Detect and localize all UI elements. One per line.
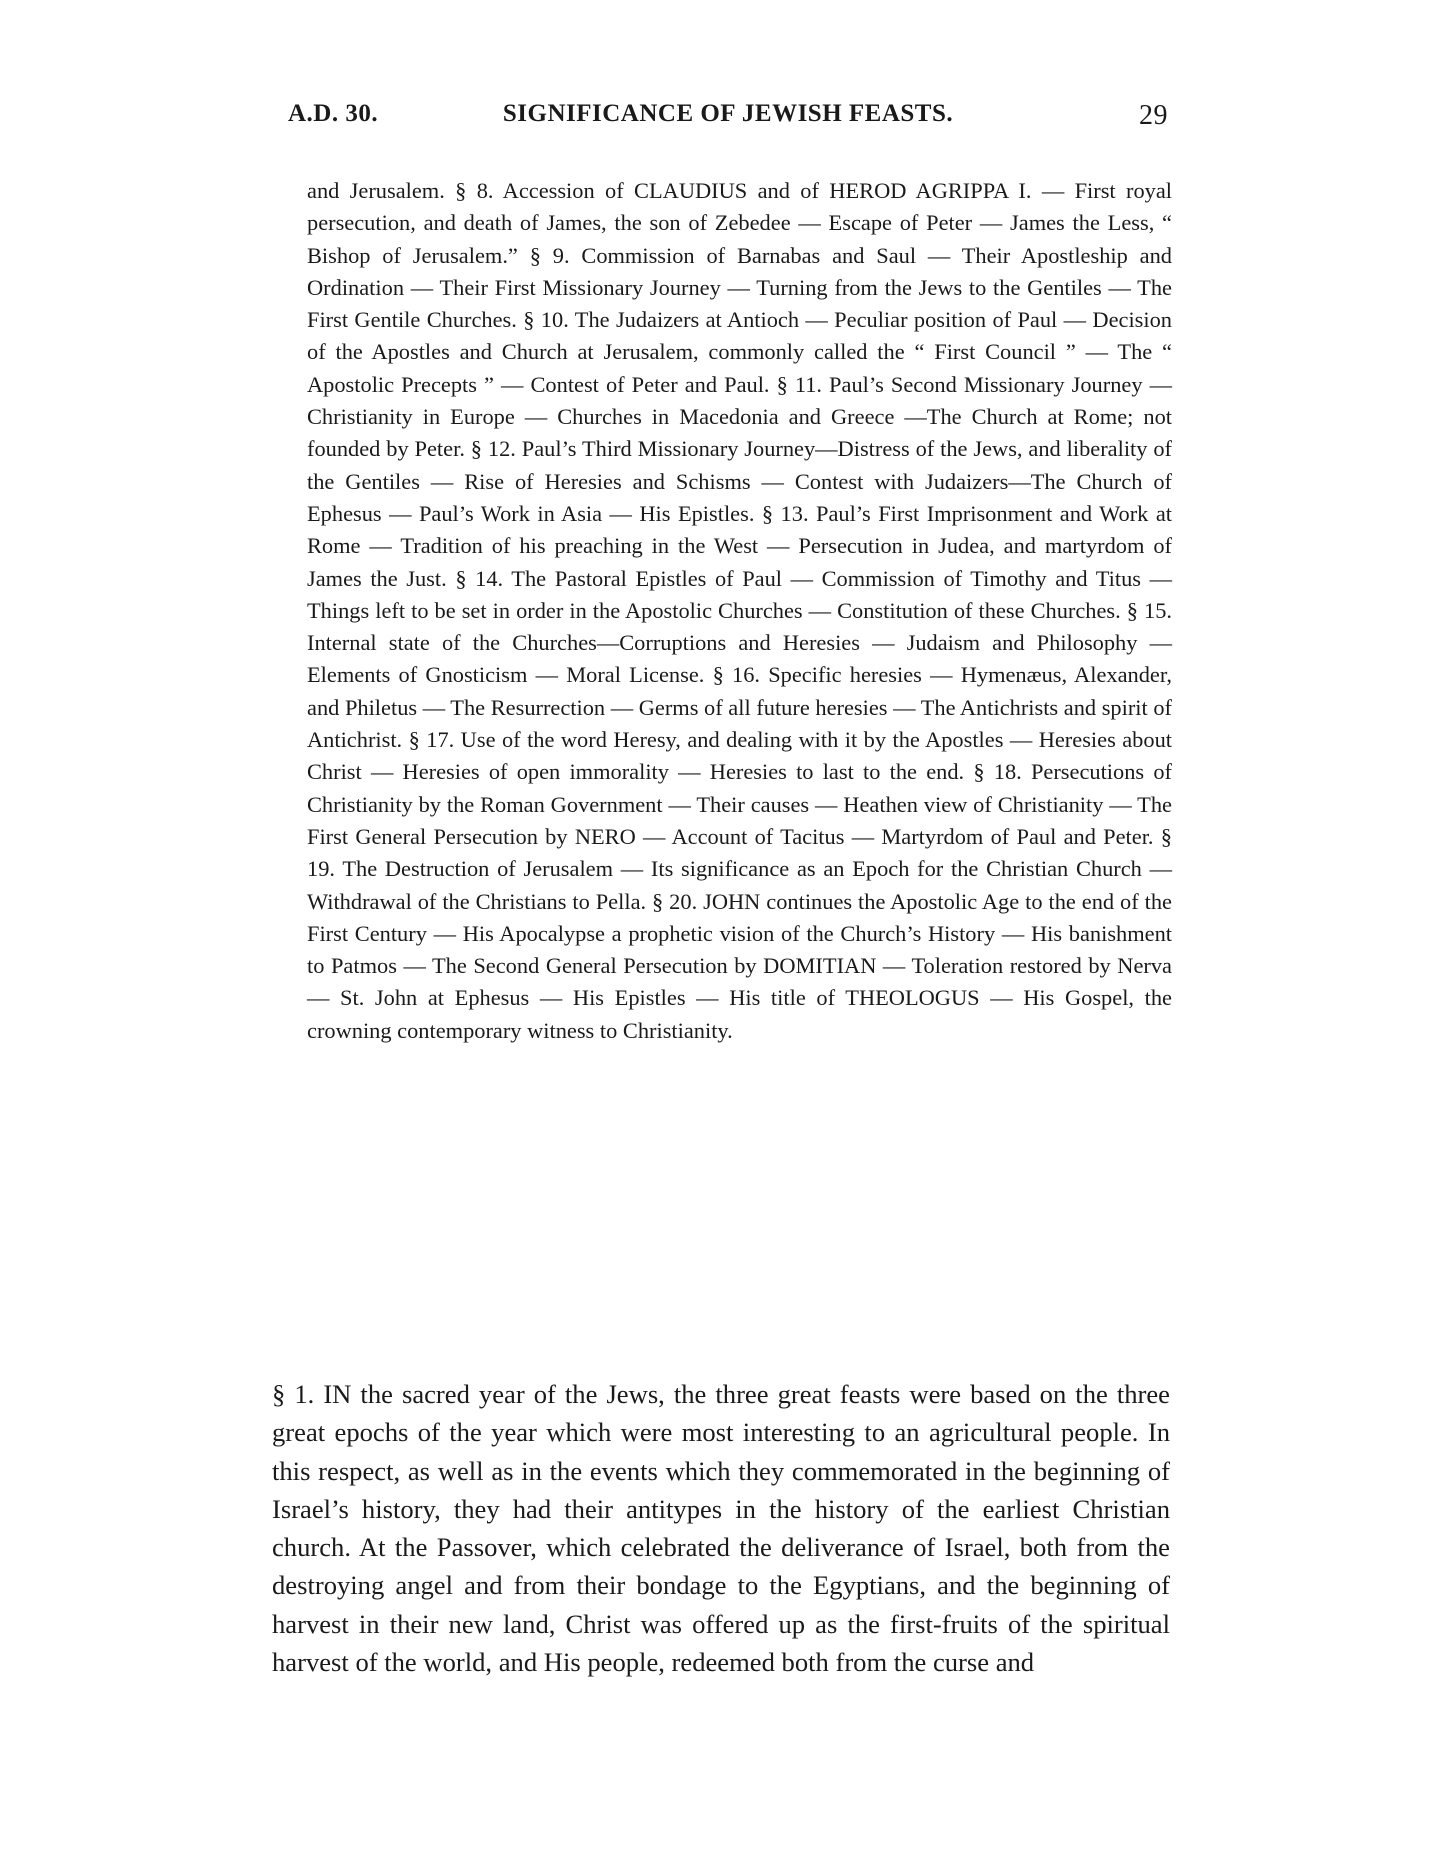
page-number: 29 <box>1139 100 1168 131</box>
header-date: A.D. 30. <box>288 100 379 127</box>
header-title: SIGNIFICANCE OF JEWISH FEASTS. <box>502 100 954 127</box>
chapter-summary: and Jerusalem. § 8. Accession of CLAUDIUS and of HEROD AGRIPPA I. — First royal persecution, and death of James, the son of Zebedee — Escape of Peter — James the Less, “ Bishop of Jerusalem.” § 9. Commission of Barnabas and Saul — Their Apostleship and Ordination — Their First Missionary Journey — Turning from the Jews to the Gentiles — The First Gentile Churches. § 10. The Judaizers at Antioch — Peculiar position of Paul — Decision of the Apostles and Church at Jerusalem, commonly called the “ First Council ” — The “ Apostolic Precepts ” — Contest of Peter and Paul. § 11. Paul’s Second Missionary Journey — Christianity in Europe — Churches in Macedonia and Greece —The Church at Rome; not founded by Peter. § 12. Paul’s Third Missionary Journey—Distress of the Jews, and liberality of the Gentiles — Rise of Heresies and Schisms — Contest with Judaizers—The Church of Ephesus — Paul’s Work in Asia — His Epistles. § 13. Paul’s First Imprisonment and Work at Rome — Tradition of his preaching in the West — Persecution in Judea, and martyrdom of James the Just. § 14. The Pastoral Epistles of Paul — Commission of Timothy and Titus — Things left to be set in order in the Apostolic Churches — Constitution of these Churches. § 15. Internal state of the Churches—Corruptions and Heresies — Judaism and Philosophy — Elements of Gnosticism — Moral License. § 16. Specific heresies — Hymenæus, Alexander, and Philetus — The Resurrection — Germs of all future heresies — The Antichrists and spirit of Antichrist. § 17. Use of the word Heresy, and dealing with it by the Apostles — Heresies about Christ — Heresies of open immorality — Heresies to last to the end. § 18. Persecutions of Christianity by the Roman Government — Their causes — Heathen view of Christianity — The First General Persecution by NERO — Account of Tacitus — Martyrdom of Paul and Peter. § 19. The Destruction of Jerusalem — Its significance as an Epoch for the Christian Church — Withdrawal of the Christians to Pella. § 20. JOHN continues the Apostolic Age to the end of the First Century — His Apocalypse a prophetic vision of the Church’s History — His banishment to Patmos — The Second General Persecution by DOMITIAN — Toleration restored by Nerva — St. John at Ephesus — His Epistles — His title of THEOLOGUS — His Gospel, the crowning contemporary witness to Christianity. <box>307 178 1172 1043</box>
running-header <box>288 100 1168 140</box>
body-paragraph: § 1. IN the sacred year of the Jews, the three great feasts were based on the three great epochs of the year which were most interesting to an agricultural people. In this respect, as well as in the events which they commemorated in the beginning of Israel’s history, they had their antitypes in the history of the earliest Christian church. At the Passover, which celebrated the deliverance of Israel, both from the destroying angel and from their bondage to the Egyptians, and the beginning of harvest in their new land, Christ was offered up as the first-fruits of the spiritual harvest of the world, and His people, redeemed both from the curse and <box>272 1379 1170 1678</box>
